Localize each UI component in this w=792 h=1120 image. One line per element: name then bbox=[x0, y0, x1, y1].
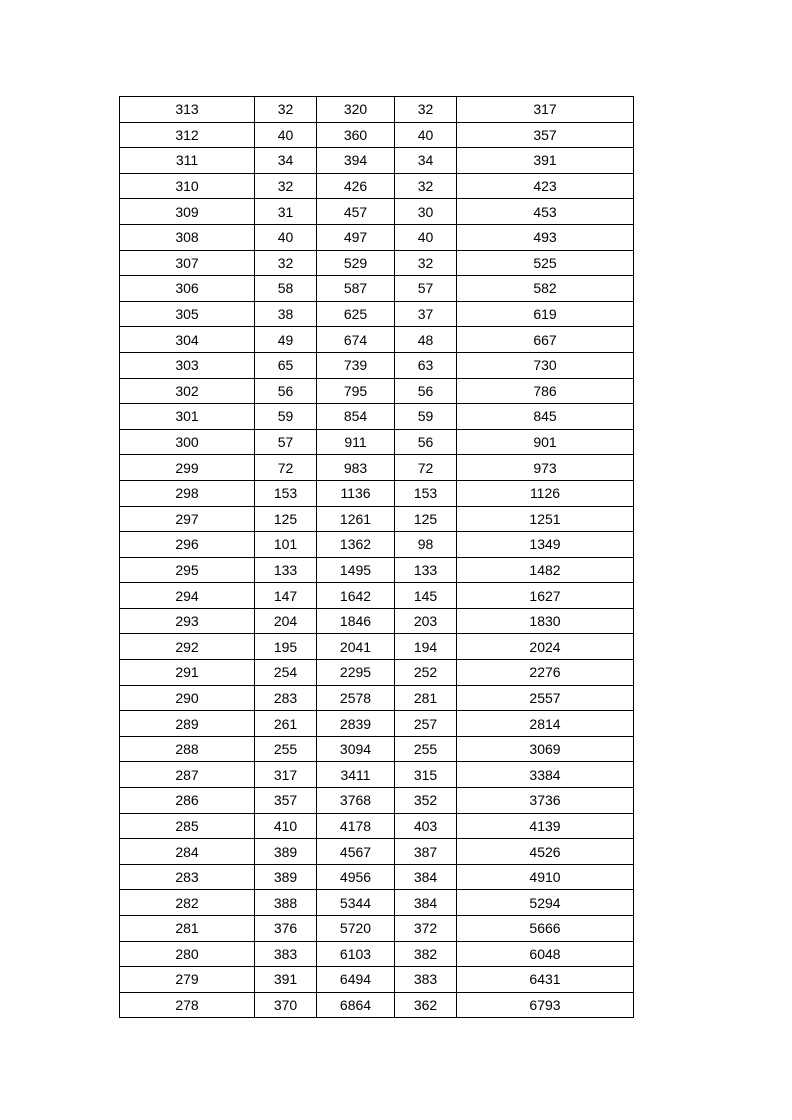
table-row bbox=[120, 711, 634, 737]
secondary-count-cell: 72 bbox=[395, 455, 457, 481]
score-cell: 305 bbox=[120, 301, 255, 327]
secondary-count-cell: 194 bbox=[395, 634, 457, 660]
table-row bbox=[120, 634, 634, 660]
secondary-cumulative-cell: 2276 bbox=[457, 660, 634, 686]
cumulative-count-cell: 497 bbox=[317, 224, 395, 250]
count-cell: 32 bbox=[255, 250, 317, 276]
secondary-cumulative-cell: 3736 bbox=[457, 788, 634, 814]
count-cell: 388 bbox=[255, 890, 317, 916]
secondary-count-cell: 32 bbox=[395, 173, 457, 199]
score-cell: 281 bbox=[120, 916, 255, 942]
secondary-cumulative-cell: 5294 bbox=[457, 890, 634, 916]
secondary-count-cell: 255 bbox=[395, 736, 457, 762]
secondary-count-cell: 382 bbox=[395, 941, 457, 967]
secondary-cumulative-cell: 1349 bbox=[457, 532, 634, 558]
score-cell: 300 bbox=[120, 429, 255, 455]
table-row bbox=[120, 864, 634, 890]
score-cell: 288 bbox=[120, 736, 255, 762]
secondary-cumulative-cell: 3069 bbox=[457, 736, 634, 762]
secondary-cumulative-cell: 3384 bbox=[457, 762, 634, 788]
count-cell: 391 bbox=[255, 967, 317, 993]
score-cell: 308 bbox=[120, 224, 255, 250]
score-cell: 304 bbox=[120, 327, 255, 353]
secondary-cumulative-cell: 6048 bbox=[457, 941, 634, 967]
count-cell: 383 bbox=[255, 941, 317, 967]
count-cell: 255 bbox=[255, 736, 317, 762]
count-cell: 40 bbox=[255, 224, 317, 250]
table-row bbox=[120, 301, 634, 327]
cumulative-count-cell: 1846 bbox=[317, 608, 395, 634]
score-cell: 286 bbox=[120, 788, 255, 814]
secondary-count-cell: 372 bbox=[395, 916, 457, 942]
score-cell: 279 bbox=[120, 967, 255, 993]
secondary-cumulative-cell: 317 bbox=[457, 97, 634, 123]
count-cell: 410 bbox=[255, 813, 317, 839]
secondary-count-cell: 63 bbox=[395, 352, 457, 378]
table-row bbox=[120, 941, 634, 967]
score-cell: 285 bbox=[120, 813, 255, 839]
cumulative-count-cell: 1136 bbox=[317, 480, 395, 506]
table-row bbox=[120, 890, 634, 916]
secondary-cumulative-cell: 973 bbox=[457, 455, 634, 481]
secondary-count-cell: 384 bbox=[395, 890, 457, 916]
secondary-cumulative-cell: 391 bbox=[457, 148, 634, 174]
cumulative-count-cell: 1642 bbox=[317, 583, 395, 609]
secondary-cumulative-cell: 1126 bbox=[457, 480, 634, 506]
secondary-count-cell: 384 bbox=[395, 864, 457, 890]
table-row bbox=[120, 557, 634, 583]
cumulative-count-cell: 4956 bbox=[317, 864, 395, 890]
cumulative-count-cell: 1362 bbox=[317, 532, 395, 558]
table-row bbox=[120, 788, 634, 814]
secondary-count-cell: 30 bbox=[395, 199, 457, 225]
count-cell: 32 bbox=[255, 173, 317, 199]
score-cell: 307 bbox=[120, 250, 255, 276]
count-cell: 204 bbox=[255, 608, 317, 634]
table-row bbox=[120, 813, 634, 839]
count-cell: 195 bbox=[255, 634, 317, 660]
secondary-cumulative-cell: 619 bbox=[457, 301, 634, 327]
count-cell: 40 bbox=[255, 122, 317, 148]
score-cell: 310 bbox=[120, 173, 255, 199]
secondary-cumulative-cell: 6793 bbox=[457, 992, 634, 1018]
count-cell: 32 bbox=[255, 97, 317, 123]
cumulative-count-cell: 4567 bbox=[317, 839, 395, 865]
secondary-count-cell: 145 bbox=[395, 583, 457, 609]
secondary-cumulative-cell: 845 bbox=[457, 404, 634, 430]
secondary-count-cell: 40 bbox=[395, 224, 457, 250]
cumulative-count-cell: 3411 bbox=[317, 762, 395, 788]
secondary-count-cell: 252 bbox=[395, 660, 457, 686]
score-cell: 293 bbox=[120, 608, 255, 634]
score-cell: 298 bbox=[120, 480, 255, 506]
cumulative-count-cell: 3768 bbox=[317, 788, 395, 814]
secondary-cumulative-cell: 786 bbox=[457, 378, 634, 404]
table-row bbox=[120, 992, 634, 1018]
table-row bbox=[120, 250, 634, 276]
cumulative-count-cell: 360 bbox=[317, 122, 395, 148]
table-row bbox=[120, 97, 634, 123]
secondary-count-cell: 315 bbox=[395, 762, 457, 788]
cumulative-count-cell: 5344 bbox=[317, 890, 395, 916]
score-cell: 290 bbox=[120, 685, 255, 711]
secondary-count-cell: 98 bbox=[395, 532, 457, 558]
secondary-count-cell: 203 bbox=[395, 608, 457, 634]
secondary-cumulative-cell: 357 bbox=[457, 122, 634, 148]
cumulative-count-cell: 426 bbox=[317, 173, 395, 199]
secondary-cumulative-cell: 2024 bbox=[457, 634, 634, 660]
secondary-cumulative-cell: 1627 bbox=[457, 583, 634, 609]
score-cell: 287 bbox=[120, 762, 255, 788]
count-cell: 376 bbox=[255, 916, 317, 942]
table-row bbox=[120, 506, 634, 532]
table-row bbox=[120, 916, 634, 942]
secondary-count-cell: 59 bbox=[395, 404, 457, 430]
count-cell: 101 bbox=[255, 532, 317, 558]
secondary-cumulative-cell: 1830 bbox=[457, 608, 634, 634]
cumulative-count-cell: 4178 bbox=[317, 813, 395, 839]
score-cell: 295 bbox=[120, 557, 255, 583]
count-cell: 59 bbox=[255, 404, 317, 430]
secondary-count-cell: 34 bbox=[395, 148, 457, 174]
secondary-cumulative-cell: 4526 bbox=[457, 839, 634, 865]
cumulative-count-cell: 5720 bbox=[317, 916, 395, 942]
table-row bbox=[120, 352, 634, 378]
secondary-cumulative-cell: 1251 bbox=[457, 506, 634, 532]
score-cell: 309 bbox=[120, 199, 255, 225]
secondary-count-cell: 362 bbox=[395, 992, 457, 1018]
count-cell: 72 bbox=[255, 455, 317, 481]
score-cell: 292 bbox=[120, 634, 255, 660]
table-row bbox=[120, 455, 634, 481]
score-cell: 280 bbox=[120, 941, 255, 967]
count-cell: 65 bbox=[255, 352, 317, 378]
cumulative-count-cell: 6103 bbox=[317, 941, 395, 967]
count-cell: 147 bbox=[255, 583, 317, 609]
table-row bbox=[120, 583, 634, 609]
secondary-cumulative-cell: 525 bbox=[457, 250, 634, 276]
cumulative-count-cell: 2839 bbox=[317, 711, 395, 737]
table-row bbox=[120, 685, 634, 711]
count-cell: 58 bbox=[255, 276, 317, 302]
score-cell: 296 bbox=[120, 532, 255, 558]
count-cell: 125 bbox=[255, 506, 317, 532]
secondary-count-cell: 153 bbox=[395, 480, 457, 506]
secondary-cumulative-cell: 423 bbox=[457, 173, 634, 199]
score-cell: 306 bbox=[120, 276, 255, 302]
score-cell: 284 bbox=[120, 839, 255, 865]
cumulative-count-cell: 625 bbox=[317, 301, 395, 327]
table-row bbox=[120, 276, 634, 302]
count-cell: 370 bbox=[255, 992, 317, 1018]
table-body bbox=[120, 97, 634, 1018]
secondary-cumulative-cell: 730 bbox=[457, 352, 634, 378]
cumulative-count-cell: 983 bbox=[317, 455, 395, 481]
cumulative-count-cell: 394 bbox=[317, 148, 395, 174]
count-cell: 357 bbox=[255, 788, 317, 814]
secondary-count-cell: 125 bbox=[395, 506, 457, 532]
secondary-cumulative-cell: 5666 bbox=[457, 916, 634, 942]
secondary-count-cell: 56 bbox=[395, 429, 457, 455]
table-row bbox=[120, 967, 634, 993]
count-cell: 31 bbox=[255, 199, 317, 225]
cumulative-count-cell: 6864 bbox=[317, 992, 395, 1018]
table-row bbox=[120, 532, 634, 558]
cumulative-count-cell: 795 bbox=[317, 378, 395, 404]
score-cell: 311 bbox=[120, 148, 255, 174]
score-cell: 278 bbox=[120, 992, 255, 1018]
cumulative-count-cell: 320 bbox=[317, 97, 395, 123]
count-cell: 254 bbox=[255, 660, 317, 686]
table-row bbox=[120, 608, 634, 634]
cumulative-count-cell: 2295 bbox=[317, 660, 395, 686]
table-row bbox=[120, 199, 634, 225]
count-cell: 389 bbox=[255, 839, 317, 865]
secondary-count-cell: 383 bbox=[395, 967, 457, 993]
table-row bbox=[120, 480, 634, 506]
secondary-count-cell: 257 bbox=[395, 711, 457, 737]
table-row bbox=[120, 378, 634, 404]
cumulative-count-cell: 2041 bbox=[317, 634, 395, 660]
table-row bbox=[120, 173, 634, 199]
secondary-cumulative-cell: 2557 bbox=[457, 685, 634, 711]
secondary-count-cell: 133 bbox=[395, 557, 457, 583]
secondary-count-cell: 37 bbox=[395, 301, 457, 327]
count-cell: 38 bbox=[255, 301, 317, 327]
table-row bbox=[120, 839, 634, 865]
secondary-cumulative-cell: 667 bbox=[457, 327, 634, 353]
secondary-count-cell: 40 bbox=[395, 122, 457, 148]
secondary-cumulative-cell: 1482 bbox=[457, 557, 634, 583]
cumulative-count-cell: 6494 bbox=[317, 967, 395, 993]
secondary-cumulative-cell: 901 bbox=[457, 429, 634, 455]
score-cell: 313 bbox=[120, 97, 255, 123]
table-row bbox=[120, 429, 634, 455]
secondary-count-cell: 32 bbox=[395, 250, 457, 276]
secondary-cumulative-cell: 2814 bbox=[457, 711, 634, 737]
secondary-cumulative-cell: 493 bbox=[457, 224, 634, 250]
score-cell: 294 bbox=[120, 583, 255, 609]
secondary-count-cell: 57 bbox=[395, 276, 457, 302]
secondary-cumulative-cell: 4910 bbox=[457, 864, 634, 890]
secondary-cumulative-cell: 6431 bbox=[457, 967, 634, 993]
cumulative-count-cell: 1261 bbox=[317, 506, 395, 532]
secondary-count-cell: 352 bbox=[395, 788, 457, 814]
secondary-cumulative-cell: 4139 bbox=[457, 813, 634, 839]
count-cell: 34 bbox=[255, 148, 317, 174]
cumulative-count-cell: 739 bbox=[317, 352, 395, 378]
cumulative-count-cell: 587 bbox=[317, 276, 395, 302]
cumulative-count-cell: 1495 bbox=[317, 557, 395, 583]
secondary-count-cell: 403 bbox=[395, 813, 457, 839]
score-cell: 302 bbox=[120, 378, 255, 404]
cumulative-count-cell: 3094 bbox=[317, 736, 395, 762]
count-cell: 389 bbox=[255, 864, 317, 890]
score-cell: 299 bbox=[120, 455, 255, 481]
secondary-count-cell: 48 bbox=[395, 327, 457, 353]
cumulative-count-cell: 457 bbox=[317, 199, 395, 225]
secondary-count-cell: 56 bbox=[395, 378, 457, 404]
score-cell: 291 bbox=[120, 660, 255, 686]
table-row bbox=[120, 224, 634, 250]
cumulative-count-cell: 2578 bbox=[317, 685, 395, 711]
count-cell: 56 bbox=[255, 378, 317, 404]
secondary-count-cell: 32 bbox=[395, 97, 457, 123]
count-cell: 133 bbox=[255, 557, 317, 583]
count-cell: 261 bbox=[255, 711, 317, 737]
score-cell: 301 bbox=[120, 404, 255, 430]
table-row bbox=[120, 660, 634, 686]
table-row bbox=[120, 122, 634, 148]
score-cell: 303 bbox=[120, 352, 255, 378]
table-row bbox=[120, 148, 634, 174]
cumulative-count-cell: 854 bbox=[317, 404, 395, 430]
cumulative-count-cell: 529 bbox=[317, 250, 395, 276]
count-cell: 57 bbox=[255, 429, 317, 455]
score-cell: 297 bbox=[120, 506, 255, 532]
cumulative-count-cell: 911 bbox=[317, 429, 395, 455]
table-row bbox=[120, 762, 634, 788]
secondary-cumulative-cell: 582 bbox=[457, 276, 634, 302]
table-row bbox=[120, 327, 634, 353]
table-row bbox=[120, 736, 634, 762]
score-cell: 283 bbox=[120, 864, 255, 890]
secondary-count-cell: 387 bbox=[395, 839, 457, 865]
table-row bbox=[120, 404, 634, 430]
score-cell: 282 bbox=[120, 890, 255, 916]
count-cell: 283 bbox=[255, 685, 317, 711]
score-cell: 289 bbox=[120, 711, 255, 737]
score-cell: 312 bbox=[120, 122, 255, 148]
count-cell: 153 bbox=[255, 480, 317, 506]
count-cell: 317 bbox=[255, 762, 317, 788]
secondary-count-cell: 281 bbox=[395, 685, 457, 711]
score-distribution-table bbox=[119, 96, 634, 1018]
count-cell: 49 bbox=[255, 327, 317, 353]
secondary-cumulative-cell: 453 bbox=[457, 199, 634, 225]
cumulative-count-cell: 674 bbox=[317, 327, 395, 353]
